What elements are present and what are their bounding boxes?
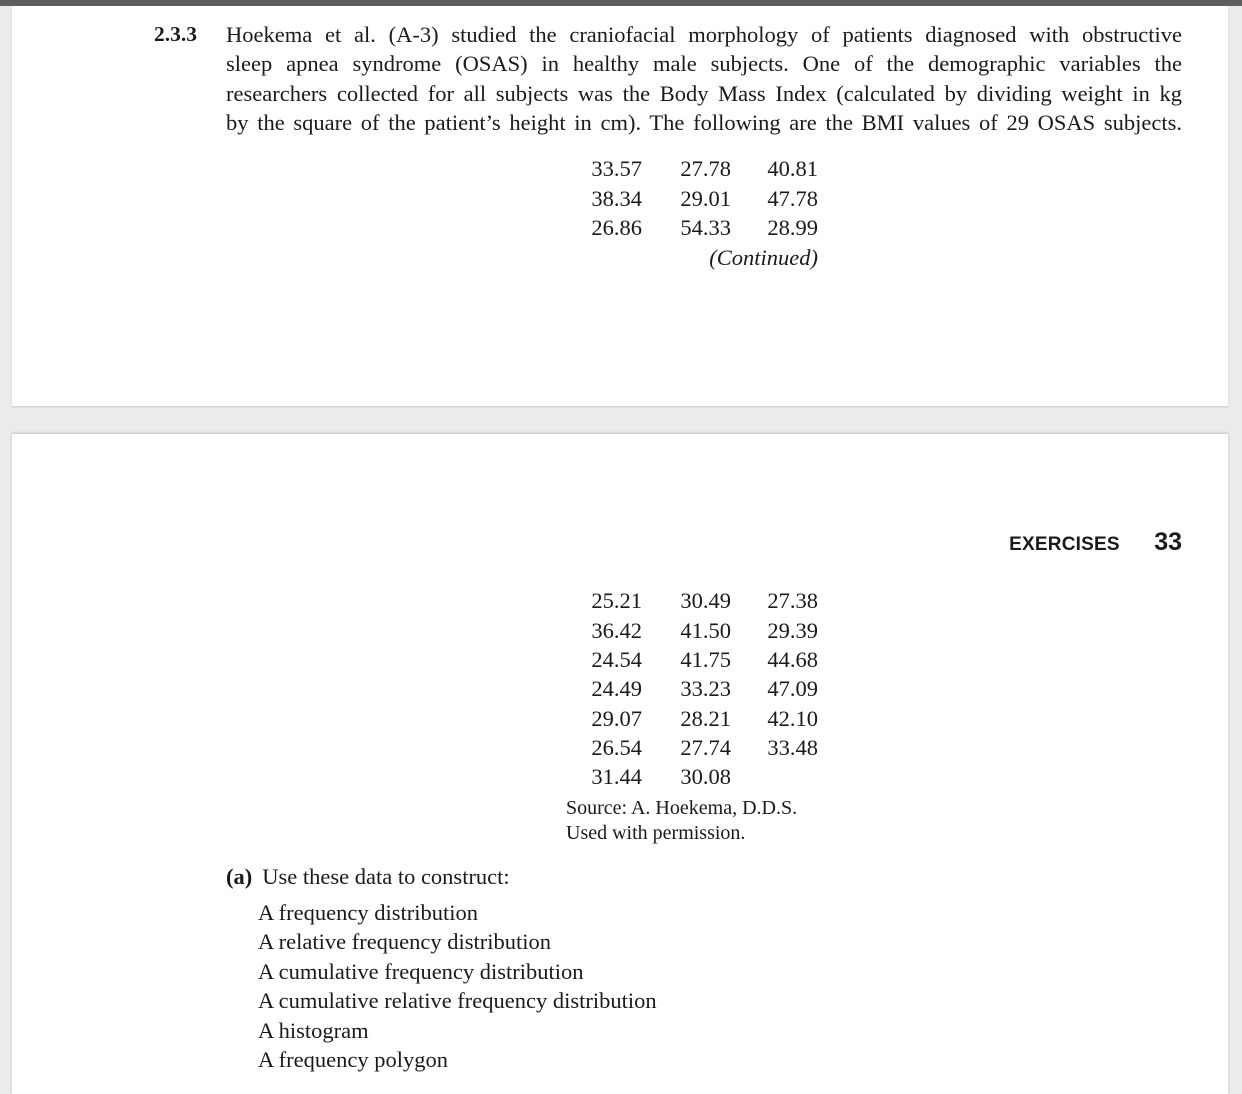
table-cell: 31.44 [591, 764, 642, 789]
exercise-line: sleep apnea syndrome (OSAS) in healthy male subjects. One of the demographic variables the [226, 51, 1182, 77]
table-cell: 40.81 [767, 156, 818, 181]
table-cell: 33.23 [680, 676, 731, 701]
table-cell: 24.49 [591, 676, 642, 701]
table-cell: 33.57 [591, 156, 642, 181]
continued-label: (Continued) [709, 245, 818, 270]
list-item: A frequency polygon [258, 1047, 448, 1073]
page-number: 33 [1154, 528, 1182, 556]
page-top [12, 6, 1228, 406]
source-note [566, 796, 797, 846]
exercise-line: Hoekema et al. (A-3) studied the craniofacial morphology of patients diagnosed with obstructive [226, 22, 1182, 47]
table-cell: 36.42 [591, 618, 642, 643]
exercise-number: 2.3.3 [154, 22, 197, 46]
list-item: A histogram [258, 1017, 369, 1043]
table-cell: 28.21 [680, 706, 731, 731]
table-cell: 29.07 [591, 706, 642, 731]
list-item: A relative frequency distribution [258, 929, 552, 955]
list-item: A frequency distribution [258, 900, 478, 925]
permission-line: Used with permission. [566, 822, 746, 844]
table-cell: 29.39 [767, 618, 818, 643]
table-cell: 27.38 [767, 588, 818, 613]
running-head [1009, 528, 1182, 557]
exercise-line: by the square of the patient’s height in cm). The following are the BMI values of 29 OSAS subjects. [226, 109, 1182, 135]
table-cell: 33.48 [767, 735, 818, 760]
table-cell: 27.74 [680, 735, 731, 760]
part-a-prompt [226, 864, 510, 890]
part-a-label: (a) [226, 864, 253, 889]
table-cell: 44.68 [767, 647, 818, 672]
part-a-list [258, 898, 657, 1074]
list-item: A cumulative frequency distribution [258, 958, 584, 984]
table-cell: 47.09 [767, 676, 818, 701]
table-cell: 27.78 [680, 156, 731, 181]
running-head-section: EXERCISES [1009, 534, 1120, 555]
part-a-text: Use these data to construct: [262, 864, 510, 889]
table-cell: 25.21 [591, 588, 642, 613]
table-cell: 30.49 [680, 588, 731, 613]
table-cell: 30.08 [680, 764, 731, 789]
page-bottom [12, 434, 1228, 1094]
list-item: A cumulative relative frequency distribution [258, 988, 657, 1014]
table-cell: 26.86 [591, 215, 642, 240]
table-cell: 38.34 [591, 186, 642, 211]
source-line: Source: A. Hoekema, D.D.S. [566, 797, 798, 819]
table-cell: 24.54 [591, 647, 642, 672]
exercise-text [226, 20, 1182, 137]
table-cell: 47.78 [767, 186, 818, 211]
exercise-line: researchers collected for all subjects was the Body Mass Index (calculated by dividing weight in kg [226, 80, 1182, 106]
table-cell: 41.75 [680, 647, 731, 672]
table-cell: 41.50 [680, 618, 731, 643]
table-cell: 26.54 [591, 735, 642, 760]
table-cell: 42.10 [767, 706, 818, 731]
table-cell: 28.99 [767, 215, 818, 240]
table-cell: 29.01 [680, 186, 731, 211]
table-cell: 54.33 [680, 215, 731, 240]
